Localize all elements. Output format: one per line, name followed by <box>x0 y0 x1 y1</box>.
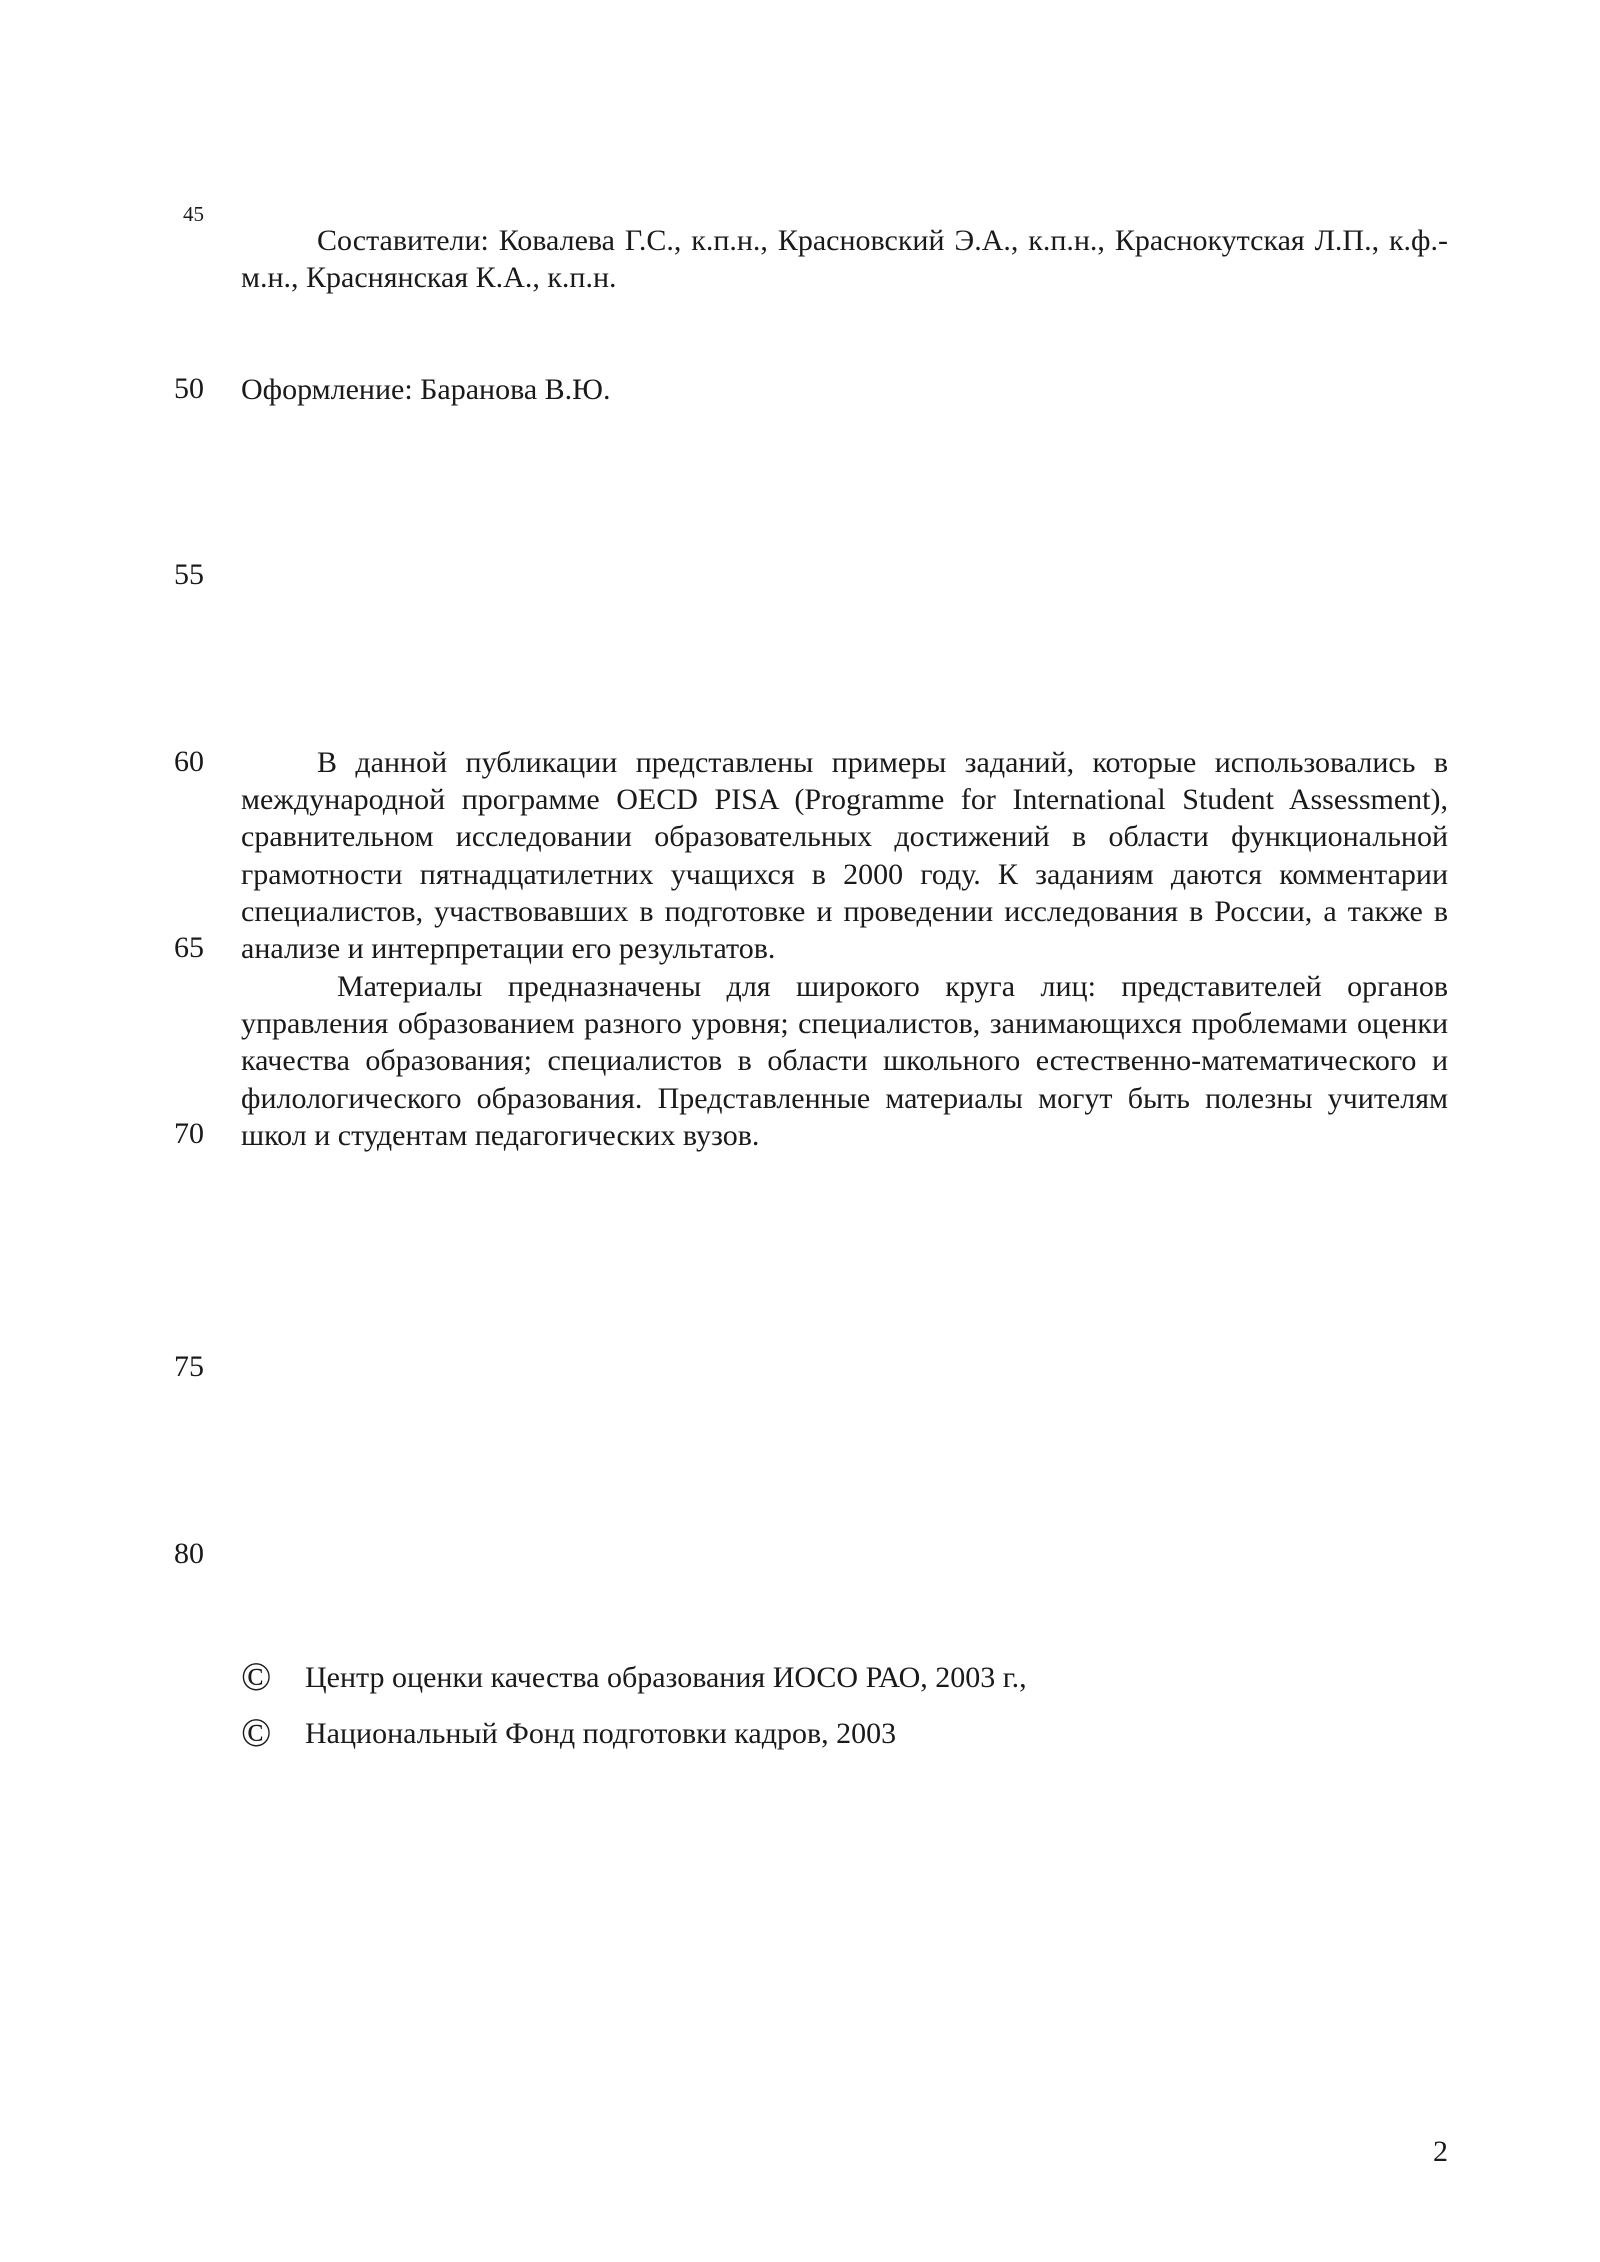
line-number-50: 50 <box>174 372 204 405</box>
line-number-65: 65 <box>174 931 204 964</box>
line-number-80: 80 <box>174 1537 204 1570</box>
line-number-45: 45 <box>183 202 204 226</box>
copyright-line-1 <box>241 1654 1027 1699</box>
line-number-75: 75 <box>174 1350 204 1383</box>
page-number: 2 <box>1433 2135 1448 2168</box>
line-number-60: 60 <box>174 745 204 778</box>
copyright-line-2 <box>241 1710 897 1755</box>
design-credit: Оформление: Баранова В.Ю. <box>241 373 611 406</box>
abstract-paragraph-1: В данной публикации представлены примеры заданий, которые использовались в международной программе OECD PISA (Programme for International Student Assessment), сравнительном исследовании образовательных достижений в области функциональной грамотности пятнадцатилетних учащихся в 2000 году. К заданиям даются комментарии специалистов, участвовавших в подготовке и проведении исследования в России, а также в анализе и интерпретации его результатов. <box>241 746 1448 966</box>
line-number-70: 70 <box>174 1117 204 1150</box>
copyright-holder: Национальный Фонд подготовки кадров, 2003 <box>305 1717 897 1750</box>
compilers-paragraph: Составители: Ковалева Г.С., к.п.н., Красновский Э.А., к.п.н., Краснокутская Л.П., к.ф.-м.н., Краснянская К.А., к.п.н. <box>241 224 1448 295</box>
line-number-55: 55 <box>174 558 204 591</box>
copyright-icon: © <box>241 1710 272 1755</box>
copyright-holder: Центр оценки качества образования ИОСО РАО, 2003 г., <box>305 1661 1027 1694</box>
abstract-paragraph-2: Материалы предназначены для широкого круга лиц: представителей органов управления образованием разного уровня; специалистов, занимающихся проблемами оценки качества образования; специалистов в области школьного естественно-математического и филологического образования. Представленные материалы могут быть полезны учителям школ и студентам педагогических вузов. <box>241 970 1448 1152</box>
copyright-icon: © <box>241 1654 272 1699</box>
